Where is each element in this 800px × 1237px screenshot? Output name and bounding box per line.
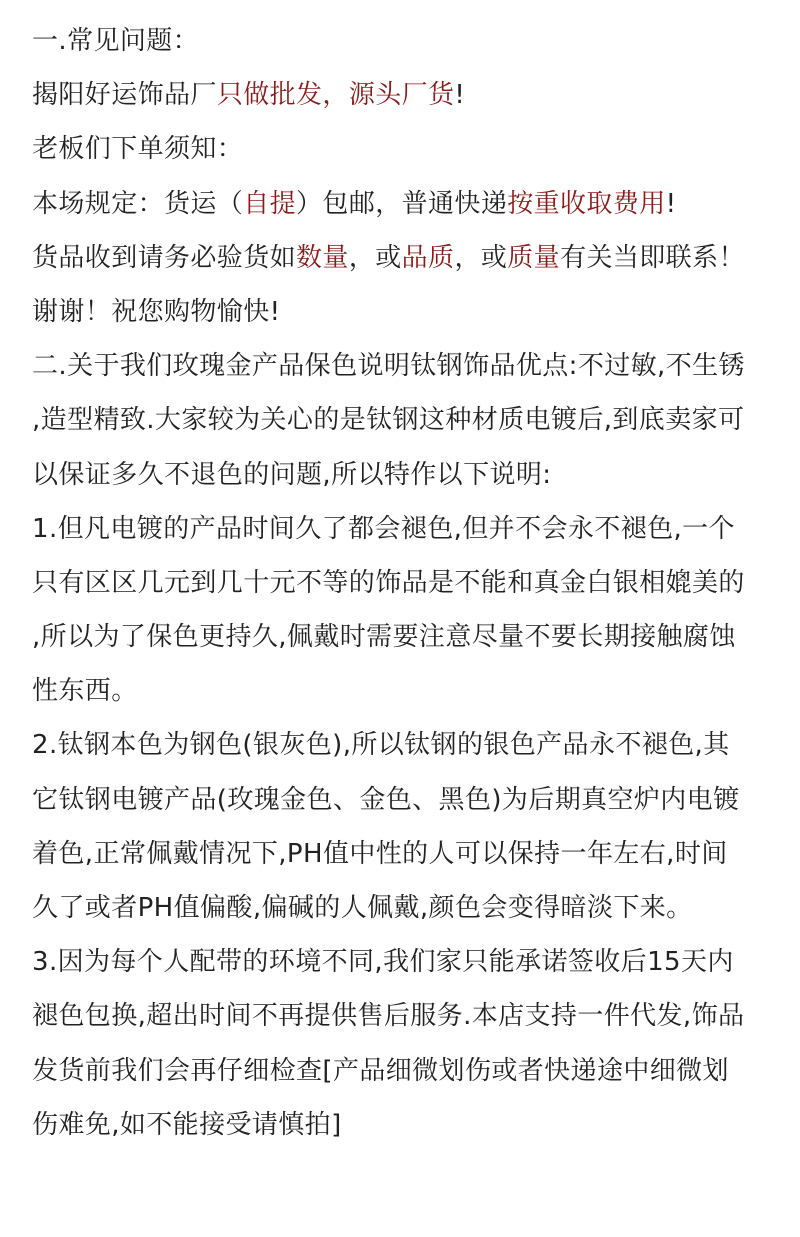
section2-line: 以保证多久不退色的问题,所以特作以下说明: [32,459,552,490]
shipping-rule-part-1: 本场规定：货运（ [32,188,244,219]
section2-line: 它钛钢电镀产品(玫瑰金色、金色、黑色)为后期真空炉内电镀 [32,784,740,815]
thanks-line: 谢谢！祝您购物愉快! [32,296,281,327]
quantity-highlight: 数量 [296,242,349,273]
inspection-part-3: ，或 [454,242,508,273]
wholesale-line [32,68,784,122]
faq-heading: 一.常见问题： [32,26,200,56]
section2-line: 2.钛钢本色为钢色(银灰色),所以钛钢的银色产品永不褪色,其 [32,730,730,761]
section2-line: ,所以为了保色更持久,佩戴时需要注意尽量不要长期接触腐蚀 [32,622,736,653]
section2-line: 伤难免,如不能接受请慎拍] [32,1109,342,1140]
notice-document [32,14,784,1152]
self-pickup-highlight: 自提 [243,188,297,219]
inspection-part-4: 有关当即联系！ [560,242,745,273]
factory-name: 揭阳好运饰品厂 [32,80,217,111]
order-notice-heading: 老板们下单须知： [32,134,244,165]
quality-highlight: 质量 [507,242,561,273]
section2-line: 1.但凡电镀的产品时间久了都会褪色,但并不会永不褪色,一个 [32,513,735,544]
section2-line: ,造型精致.大家较为关心的是钛钢这种材质电镀后,到底卖家可 [32,405,745,436]
wholesale-exclamation: ! [454,80,466,111]
inspection-part-2: ，或 [348,242,402,273]
shipping-rule-line [32,177,784,231]
section2-line: 着色,正常佩戴情况下,PH值中性的人可以保持一年左右,时间 [32,838,728,869]
section2-line: 只有区区几元到几十元不等的饰品是不能和真金白银相媲美的 [32,567,745,598]
shipping-rule-part-2: ）包邮，普通快递 [296,188,508,219]
section2-line: 二.关于我们玫瑰金产品保色说明钛钢饰品优点:不过敏,不生锈 [32,351,745,382]
grade-highlight: 品质 [401,242,455,273]
section2-line: 久了或者PH值偏酸,偏碱的人佩戴,颜色会变得暗淡下来。 [32,893,693,923]
inspection-line [32,231,784,285]
section2-line: 发货前我们会再仔细检查[产品细微划伤或者快递途中细微划 [32,1055,729,1086]
inspection-part-1: 货品收到请务必验货如 [32,242,297,273]
section2-line: 褪色包换,超出时间不再提供售后服务.本店支持一件代发,饰品 [32,1001,745,1032]
section2-line: 3.因为每个人配带的环境不同,我们家只能承诺签收后15天内 [32,947,734,978]
section2-line: 性东西。 [32,676,138,707]
weight-fee-highlight: 按重收取费用 [507,188,666,219]
shipping-rule-exclamation: ! [665,188,677,219]
wholesale-highlight: 只做批发，源头厂货 [216,80,455,111]
